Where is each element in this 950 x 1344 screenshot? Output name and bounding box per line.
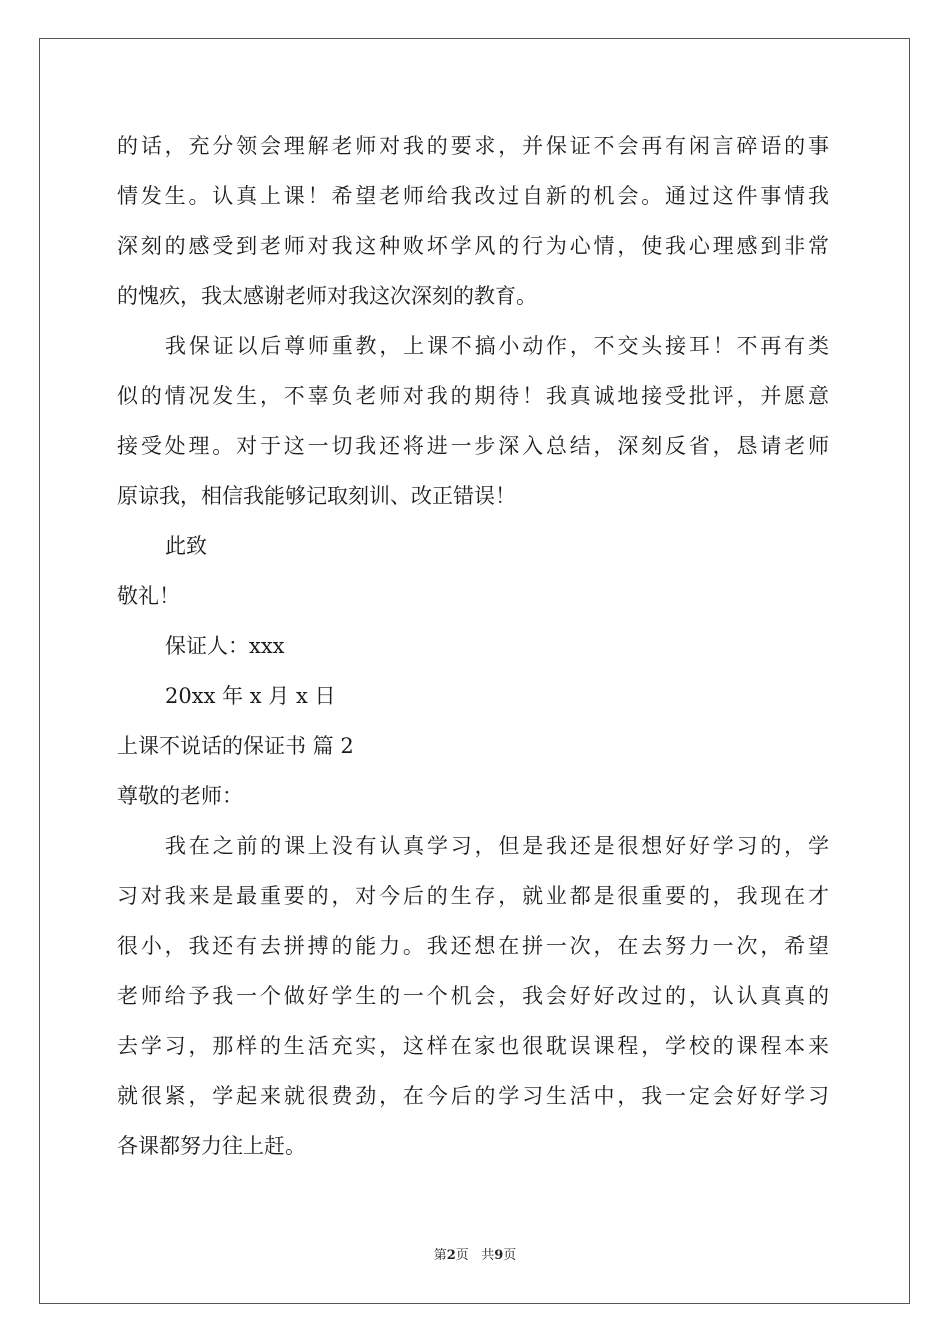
body-line: 就很紧，学起来就很费劲，在今后的学习生活中，我一定会好好学习 <box>117 1084 829 1108</box>
body-line: 接受处理。对于这一切我还将进一步深入总结，深刻反省，恳请老师 <box>117 434 829 458</box>
body-line: 习对我来是最重要的，对今后的生存，就业都是很重要的，我现在才 <box>117 884 829 908</box>
greeting: 尊敬的老师： <box>117 784 243 808</box>
body-line: 的愧疚，我太感谢老师对我这次深刻的教育。 <box>117 284 537 308</box>
page-footer <box>0 1247 950 1265</box>
body-line: 深刻的感受到老师对我这种败坏学风的行为心情，使我心理感到非常 <box>117 234 829 258</box>
body-line: 各课都努力往上赶。 <box>117 1134 306 1158</box>
total-prefix: 共 <box>481 1248 495 1263</box>
signer-line: 保证人：xxx <box>165 634 285 658</box>
page-prefix: 第 <box>433 1248 447 1263</box>
page-current: 2 <box>446 1248 456 1263</box>
body-line: 原谅我，相信我能够记取刻训、改正错误！ <box>117 484 516 508</box>
body-line: 很小，我还有去拼搏的能力。我还想在拼一次，在去努力一次，希望 <box>117 934 829 958</box>
page-suffix: 页 <box>455 1248 469 1263</box>
paragraph-first-line: 我在之前的课上没有认真学习，但是我还是很想好好学习的，学 <box>165 834 829 858</box>
paragraph-first-line: 我保证以后尊师重教，上课不搞小动作，不交头接耳！不再有类 <box>165 334 829 358</box>
body-line: 去学习，那样的生活充实，这样在家也很耽误课程，学校的课程本来 <box>117 1034 829 1058</box>
total-suffix: 页 <box>503 1248 517 1263</box>
page-total: 9 <box>494 1248 504 1263</box>
closing-regards: 敬礼！ <box>117 584 180 608</box>
page-border <box>39 38 910 1304</box>
section-title: 上课不说话的保证书 篇 2 <box>117 734 354 758</box>
body-line: 老师给予我一个做好学生的一个机会，我会好好改过的，认认真真的 <box>117 984 829 1008</box>
date-line: 20xx 年 x 月 x 日 <box>165 684 336 708</box>
body-line: 的话，充分领会理解老师对我的要求，并保证不会再有闲言碎语的事 <box>117 134 829 158</box>
body-line: 情发生。认真上课！希望老师给我改过自新的机会。通过这件事情我 <box>117 184 829 208</box>
body-line: 似的情况发生，不辜负老师对我的期待！我真诚地接受批评，并愿意 <box>117 384 829 408</box>
closing-salutation: 此致 <box>165 534 207 558</box>
